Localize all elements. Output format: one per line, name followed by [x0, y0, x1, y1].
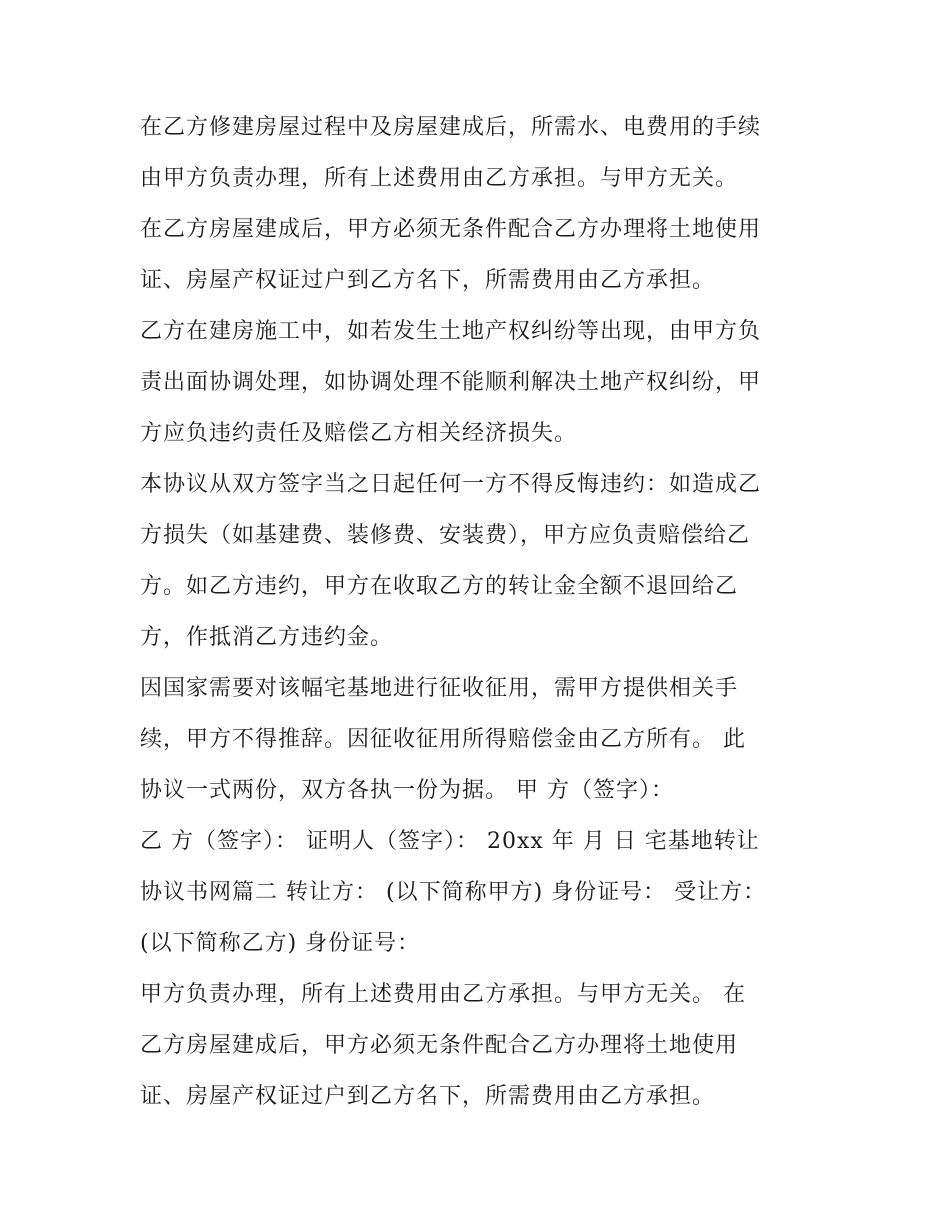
text-line: 方应负违约责任及赔偿乙方相关经济损失。 — [140, 421, 578, 446]
text-line: 协议书网篇二 转让方： (以下简称甲方) 身份证号： 受让方： — [140, 880, 767, 905]
text-line: (以下简称乙方) 身份证号： — [140, 931, 421, 956]
text-line: 续，甲方不得推辞。因征收征用所得赔偿金由乙方所有。 此 — [140, 727, 746, 752]
text-line: 方。如乙方违约，甲方在收取乙方的转让金全额不退回给乙 — [140, 574, 739, 599]
text-line: 责出面协调处理，如协调处理不能顺利解决土地产权纠纷，甲 — [140, 370, 762, 395]
text-line: 证、房屋产权证过户到乙方名下，所需费用由乙方承担。 — [140, 1084, 716, 1109]
text-line: 乙 方（签字）： 证明人（签字）： 20xx 年 月 日 宅基地转让 — [140, 829, 760, 854]
text-line: 证、房屋产权证过户到乙方名下，所需费用由乙方承担。 — [140, 268, 716, 293]
text-line: 因国家需要对该幅宅基地进行征收征用，需甲方提供相关手 — [140, 676, 739, 701]
text-line: 本协议从双方签字当之日起任何一方不得反悔违约：如造成乙 — [140, 472, 762, 497]
text-line: 方，作抵消乙方违约金。 — [140, 625, 394, 650]
text-line: 在乙方房屋建成后，甲方必须无条件配合乙方办理将土地使用 — [140, 217, 762, 242]
text-line: 乙方房屋建成后，甲方必须无条件配合乙方办理将土地使用 — [140, 1033, 739, 1058]
text-line: 由甲方负责办理，所有上述费用由乙方承担。与甲方无关。 — [140, 166, 739, 191]
text-line: 在乙方修建房屋过程中及房屋建成后，所需水、电费用的手续 — [140, 115, 762, 140]
document-body — [140, 102, 820, 1122]
text-line: 甲方负责办理，所有上述费用由乙方承担。与甲方无关。 在 — [140, 982, 746, 1007]
text-line: 方损失（如基建费、装修费、安装费），甲方应负责赔偿给乙 — [140, 523, 751, 548]
text-line: 协议一式两份，双方各执一份为据。 甲 方（签字）： — [140, 778, 674, 803]
text-line: 乙方在建房施工中，如若发生土地产权纠纷等出现，由甲方负 — [140, 319, 762, 344]
